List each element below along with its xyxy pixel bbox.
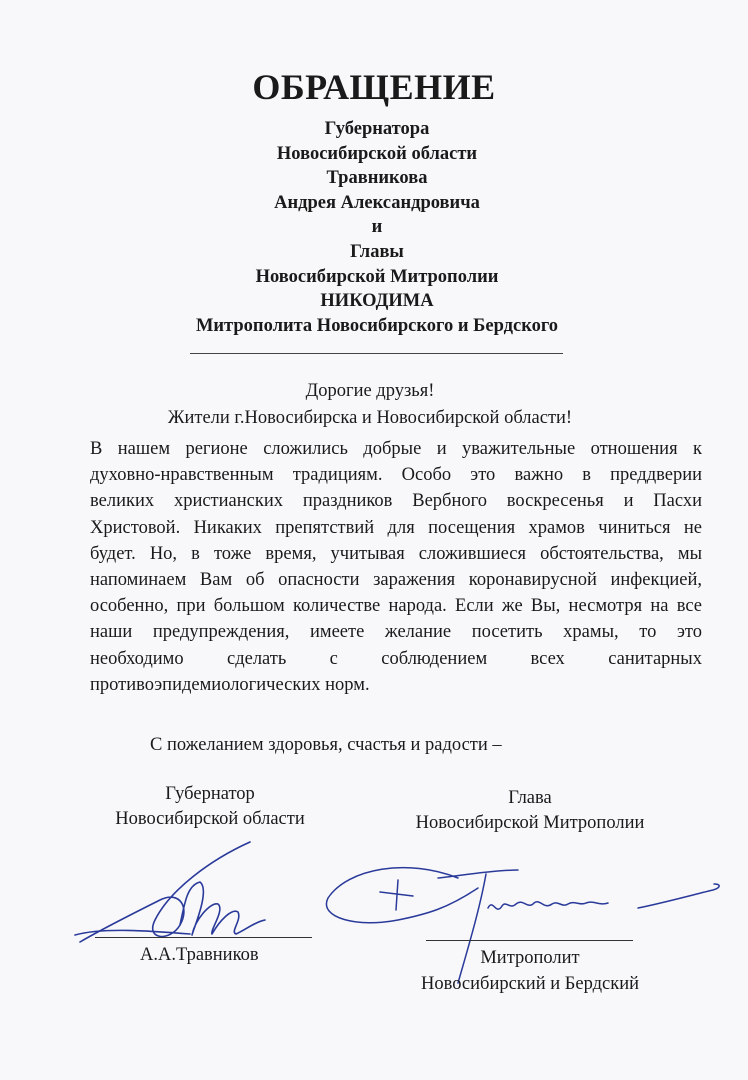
header-line: и [371,217,383,238]
closing-line: С пожеланием здоровья, счастья и радости – [150,735,502,755]
header-line: Новосибирской Митрополии [255,266,499,287]
body-line: необходимо сделать с соблюдением всех санитарных [90,648,702,669]
left-handwritten-signature [60,830,300,960]
left-signatory-name: А.А.Травников [140,945,259,965]
body-line: напоминаем Вам об опасности заражения коронавирусной инфекцией, [90,570,702,591]
right-rank-line: Новосибирский и Бердский [420,974,639,994]
header-line: НИКОДИМА [320,291,434,312]
header-line: Андрея Александровича [274,192,480,213]
header-line: Губернатора [324,119,430,139]
left-title-line: Новосибирской области [115,809,305,829]
header-line: Травникова [326,168,428,189]
body-line [90,436,702,462]
left-signatory-title [95,782,325,832]
body-line: особенно, при большом количестве народа. Если же Вы, несмотря на все [90,596,702,617]
greeting-line-1: Дорогие друзья! [305,381,435,401]
right-title-line: Новосибирской Митрополии [415,813,645,833]
right-signatory-title [395,786,665,836]
addressee-header [0,117,748,338]
body-line: Христовой. Никаких препятствий для посещения храмов чиниться не [90,517,702,538]
right-signatory-rank [395,945,665,997]
body-line: духовно-нравственным традициям. Особо это важно в преддверии [90,465,702,486]
right-signature-line [426,940,633,941]
left-title-line: Губернатор [165,784,255,804]
greeting-line-2: Жители г.Новосибирска и Новосибирской области! [167,408,573,428]
body-line: противоэпидемиологических норм. [90,674,370,695]
body-line: будет. Но, в тоже время, учитывая сложившиеся обстоятельства, мы [90,543,702,564]
header-divider [190,353,563,354]
header-line: Главы [350,241,404,262]
document-title: ОБРАЩЕНИЕ [252,67,496,107]
body-line: наши предупреждения, имеете желание посетить храмы, то это [90,622,702,643]
right-rank-line: Митрополит [480,948,580,968]
header-line: Митрополита Новосибирского и Бердского [195,315,559,336]
body-paragraph [90,436,702,698]
body-line: великих христианских праздников Вербного воскресенья и Пасхи [90,491,702,512]
right-title-line: Глава [508,788,552,808]
body-line-text: В нашем регионе сложились добрые и уважительные отношения к [90,439,702,459]
left-signature-line [95,937,312,938]
header-line: Новосибирской области [276,143,478,164]
